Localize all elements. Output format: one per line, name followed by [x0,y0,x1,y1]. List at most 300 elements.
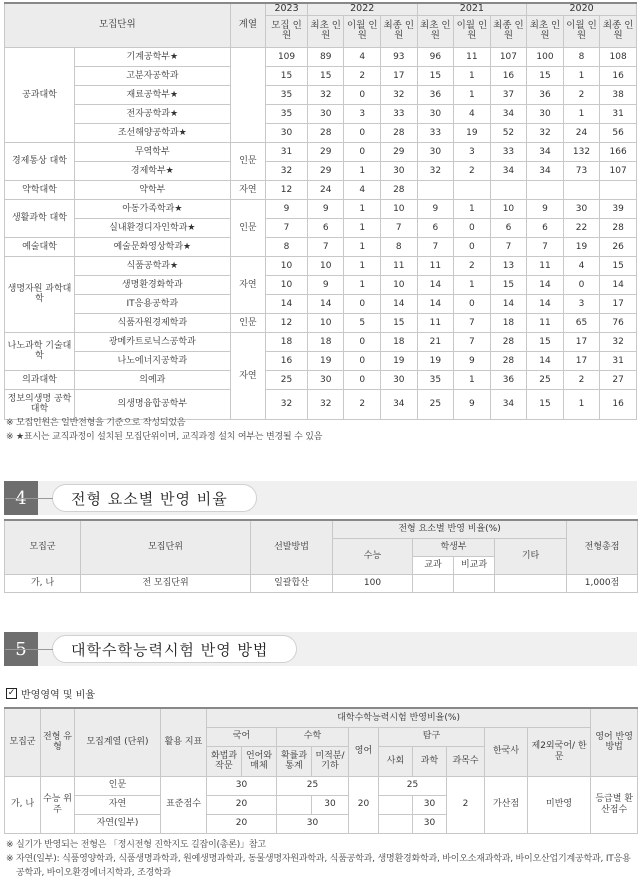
cell-value: 10 [381,199,418,218]
cell-value: 9 [307,199,344,218]
cell-value: 31 [600,351,637,370]
cell-value: 7 [381,218,418,237]
cell-value: 11 [454,47,491,66]
table-row [5,142,637,161]
cell-value: 34 [490,161,527,180]
header-noncourse: 비교과 [454,556,495,574]
cell-value: 15 [381,313,418,332]
table-row [5,313,637,332]
cell-unit: 식품자원경제학과 [74,313,230,332]
cell-suneung: 100 [333,574,413,592]
cell-value: 15 [307,66,344,85]
cell-unit: 광메카트로닉스공학과 [74,332,230,351]
cell-value: 36 [417,85,454,104]
cell-value: 17 [381,66,418,85]
header-etc: 기타 [495,538,567,574]
cell-value: 19 [381,351,418,370]
cell-value: 11 [417,256,454,275]
cell-history: 가산점 [485,776,528,833]
table-row [5,47,637,66]
cell-unit: 전자공학과★ [74,104,230,123]
header-school-record: 학생부 [413,538,495,556]
table-row [5,256,637,275]
header-final: 최종 인원 [381,15,418,47]
cell-unit: 재료공학부★ [74,85,230,104]
cell-value: 32 [266,389,308,419]
table-row [5,123,637,142]
cell-value: 26 [600,237,637,256]
cell-college: 생명자원 과학대학 [5,256,75,332]
cell-value: 8 [563,47,600,66]
cell-total: 1,000점 [567,574,638,592]
header-year-2021: 2021 [417,3,527,15]
cell-value: 34 [381,389,418,419]
cell-value: 52 [490,123,527,142]
cell-value: 22 [563,218,600,237]
cell-value: 96 [417,47,454,66]
cell-value: 1 [344,237,381,256]
cell-value: 33 [381,104,418,123]
cell-type: 수능 위주 [41,776,75,833]
cell-value: 11 [527,256,564,275]
cell-value: 30 [527,104,564,123]
cell-unit: 나노에너지공학과 [74,351,230,370]
suneung-notes [6,838,631,880]
table-row [5,275,637,294]
cell-value: 14 [307,294,344,313]
cell-type: 인문 [230,313,266,332]
cell-value: 37 [490,85,527,104]
cell-value: 39 [600,199,637,218]
header-korean: 국어 [207,727,277,746]
table-row [5,294,637,313]
header-carryover: 이월 인원 [563,15,600,47]
cell-value: 2 [344,66,381,85]
cell-type: 인문 [230,199,266,256]
cell-college: 의과대학 [5,370,75,389]
cell-value: 30 [307,370,344,389]
cell-value: 132 [563,142,600,161]
cell-value: 7 [490,237,527,256]
cell-type [230,47,266,142]
cell-value: 28 [490,332,527,351]
cell-field: 자연(일부) [75,814,161,833]
header-english: 영어 [349,727,379,776]
header-social: 사회 [379,746,413,776]
cell-value: 3 [344,104,381,123]
note-line: ※ 자연(일부): 식품영양학과, 식품생명과학과, 원예생명과학과, 동물생명자원과학과, 식품공학과, 생명환경화학과, 바이오소재과학과, 바이오산업기계공학과, IT응용 [6,854,631,864]
admission-quota-table [4,2,637,420]
section-title: 대학수학능력시험 반영 방법 [52,635,297,663]
table-row [5,389,637,419]
cell-value: 14 [527,351,564,370]
cell-value: 0 [344,332,381,351]
cell-math: 25 [277,776,349,795]
cell-college: 정보의생명 공학대학 [5,389,75,419]
cell-value: 32 [417,161,454,180]
cell-method: 일괄합산 [251,574,333,592]
cell-value: 17 [563,351,600,370]
header-index: 활용 지표 [161,708,207,776]
cell-value: 28 [307,123,344,142]
cell-value: 18 [307,332,344,351]
cell-unit: 생명환경화학과 [74,275,230,294]
cell-value: 89 [307,47,344,66]
cell-value: 7 [454,313,491,332]
note-line: ※ ★표시는 교직과정이 설치된 모집단위이며, 교직과정 설치 여부는 변경될 수 있음 [6,432,323,442]
cell-college: 예술대학 [5,237,75,256]
cell-value: 16 [600,66,637,85]
cell-english-method: 등급별 환산점수 [591,776,638,833]
cell-unit: 조선해양공학과★ [74,123,230,142]
cell-value: 15 [600,256,637,275]
cell-value: 24 [563,123,600,142]
cell-value: 12 [266,180,308,199]
cell-value: 73 [563,161,600,180]
cell-value: 19 [307,351,344,370]
cell-value: 30 [266,123,308,142]
cell-value: 16 [600,389,637,419]
cell-value: 10 [266,275,308,294]
cell-value: 7 [266,218,308,237]
cell-science: 30 [413,795,447,814]
header-k1: 화법과 작문 [207,746,242,776]
cell-value: 35 [417,370,454,389]
table-row [5,332,637,351]
cell-value: 7 [307,237,344,256]
cell-type: 자연 [230,180,266,199]
cell-value: 3 [454,142,491,161]
header-year-2020: 2020 [527,3,637,15]
cell-unit: 의생명융합공학부 [74,389,230,419]
header-final: 최종 인원 [600,15,637,47]
cell-value: 15 [266,66,308,85]
header-year-2023: 2023 [266,3,308,15]
header-field: 모집계열 (단위) [75,708,161,776]
cell-value: 14 [490,294,527,313]
cell-value: 28 [381,180,418,199]
cell-field: 인문 [75,776,161,795]
header-final: 최종 인원 [490,15,527,47]
cell-value: 1 [563,104,600,123]
cell-value: 93 [381,47,418,66]
cell-value: 30 [307,104,344,123]
cell-value: 1 [344,199,381,218]
cell-value: 30 [381,161,418,180]
cell-value: 10 [307,256,344,275]
cell-value: 38 [600,85,637,104]
cell-korean: 30 [207,776,277,795]
cell-college: 나노과학 기술대학 [5,332,75,370]
table-row [5,351,637,370]
cell-foreign: 미반영 [528,776,591,833]
cell-value: 33 [417,123,454,142]
cell-unit: 기계공학부★ [74,47,230,66]
header-ratio: 전형 요소별 반영 비율(%) [333,520,567,538]
cell-value: 11 [417,313,454,332]
header-group: 모집군 [5,520,81,574]
cell-unit: 전 모집단위 [81,574,251,592]
cell-group: 가, 나 [5,776,41,833]
cell-value [490,180,527,199]
header-year-2022: 2022 [307,3,417,15]
cell-value: 1 [454,66,491,85]
header-science: 과학 [413,746,447,776]
cell-value: 14 [417,275,454,294]
cell-value: 1 [454,85,491,104]
cell-value: 30 [381,370,418,389]
subsection-title [6,686,95,701]
cell-value: 7 [417,237,454,256]
cell-value [454,180,491,199]
cell-value: 1 [563,389,600,419]
table-row [5,370,637,389]
cell-value: 1 [344,275,381,294]
cell-value: 6 [417,218,454,237]
cell-value: 107 [600,161,637,180]
cell-value: 109 [266,47,308,66]
cell-value: 33 [490,142,527,161]
cell-unit: 예술문화영상학과★ [74,237,230,256]
cell-value: 19 [563,237,600,256]
cell-value: 32 [307,389,344,419]
selection-ratio-table [4,519,638,593]
cell-value: 1 [454,370,491,389]
cell-value: 12 [266,313,308,332]
cell-value: 32 [381,85,418,104]
cell-value: 9 [454,389,491,419]
cell-value [527,180,564,199]
cell-value: 32 [307,85,344,104]
quota-notes [6,416,322,444]
cell-value: 31 [266,142,308,161]
header-inquiry: 탐구 [379,727,485,746]
cell-math-m1 [277,795,312,814]
cell-value: 0 [344,123,381,142]
cell-value: 28 [381,123,418,142]
cell-value: 10 [490,199,527,218]
cell-value: 24 [307,180,344,199]
header-k2: 언어와 매체 [242,746,277,776]
cell-value: 21 [417,332,454,351]
cell-value: 1 [344,256,381,275]
cell-value: 2 [563,85,600,104]
cell-value: 18 [266,332,308,351]
cell-value: 15 [527,66,564,85]
header-m1: 확률과 통계 [277,746,312,776]
cell-value: 4 [344,180,381,199]
cell-value: 29 [307,142,344,161]
cell-group: 가, 나 [5,574,81,592]
cell-value: 0 [344,370,381,389]
cell-value: 15 [527,332,564,351]
cell-value: 9 [417,199,454,218]
cell-value: 0 [344,351,381,370]
header-total: 전형총점 [567,520,638,574]
cell-unit: 식품공학과★ [74,256,230,275]
cell-value: 14 [600,275,637,294]
cell-value: 28 [490,351,527,370]
cell-unit: 고분자공학과 [74,66,230,85]
cell-value: 3 [563,294,600,313]
header-group: 모집군 [5,708,41,776]
cell-math: 30 [277,814,349,833]
cell-value: 10 [266,256,308,275]
cell-value: 15 [490,275,527,294]
cell-value: 18 [490,313,527,332]
cell-value: 35 [266,104,308,123]
cell-value: 17 [600,294,637,313]
cell-english: 20 [349,776,379,833]
cell-unit: 경제학부★ [74,161,230,180]
cell-value: 0 [454,294,491,313]
checkbox-icon: ✓ [7,688,16,698]
subsection-label: 반영영역 및 비율 [21,690,95,701]
cell-value: 17 [563,332,600,351]
header-history: 한국사 [485,727,528,776]
header-type: 계열 [230,3,266,47]
cell-value: 25 [266,370,308,389]
cell-value: 25 [527,370,564,389]
cell-value: 34 [527,142,564,161]
cell-value: 31 [600,104,637,123]
cell-type: 자연 [230,332,266,419]
cell-value: 18 [381,332,418,351]
suneung-ratio-table [4,707,638,834]
section-title: 전형 요소별 반영 비율 [52,484,257,512]
cell-value: 1 [344,218,381,237]
cell-value: 1 [454,275,491,294]
cell-etc [495,574,567,592]
cell-value: 35 [266,85,308,104]
cell-value: 16 [266,351,308,370]
cell-value: 107 [490,47,527,66]
header-initial: 최초 인원 [417,15,454,47]
cell-value: 166 [600,142,637,161]
cell-value: 30 [417,142,454,161]
cell-value: 29 [307,161,344,180]
header-quota: 모집 인원 [266,15,308,47]
cell-value: 15 [417,66,454,85]
cell-value: 34 [490,389,527,419]
table-row [5,104,637,123]
cell-value: 32 [527,123,564,142]
cell-unit: 실내환경디자인학과★ [74,218,230,237]
cell-value [563,180,600,199]
cell-value: 1 [454,199,491,218]
cell-value: 11 [381,256,418,275]
header-carryover: 이월 인원 [454,15,491,47]
cell-value: 6 [307,218,344,237]
cell-value: 9 [527,199,564,218]
cell-value: 28 [600,218,637,237]
cell-math: 30 [312,795,349,814]
cell-value: 0 [563,275,600,294]
cell-value: 19 [454,123,491,142]
cell-college: 생활과학 대학 [5,199,75,237]
cell-value: 2 [563,370,600,389]
header-ratio: 대학수학능력시험 반영비율(%) [207,708,591,727]
table-row [5,237,637,256]
cell-value: 56 [600,123,637,142]
cell-value [417,180,454,199]
cell-science: 30 [413,814,447,833]
note-line: ※ 실기가 반영되는 전형은 「정시전형 진학지도 길잡이(총론)」참고 [6,840,266,850]
cell-social: 25 [379,776,447,795]
cell-value: 65 [563,313,600,332]
cell-value: 11 [527,313,564,332]
note-line: 공학과, 바이오환경에너지학과, 조경학과 [16,868,172,878]
header-m2: 미적분/ 기하 [312,746,349,776]
cell-value: 19 [417,351,454,370]
cell-value: 9 [266,199,308,218]
cell-value: 2 [344,389,381,419]
cell-value: 4 [344,47,381,66]
cell-value: 16 [490,66,527,85]
table-row [5,180,637,199]
cell-college: 경제통상 대학 [5,142,75,180]
cell-value: 0 [454,218,491,237]
cell-value: 14 [266,294,308,313]
cell-unit: 무역학부 [74,142,230,161]
cell-value: 8 [266,237,308,256]
cell-value: 34 [527,161,564,180]
header-initial: 최초 인원 [307,15,344,47]
cell-value [600,180,637,199]
cell-value: 29 [381,142,418,161]
cell-value: 0 [344,142,381,161]
cell-value: 9 [307,275,344,294]
cell-korean: 20 [207,814,277,833]
header-unit: 모집단위 [5,3,231,47]
header-type: 전형 유형 [41,708,75,776]
header-math: 수학 [277,727,349,746]
cell-value: 6 [527,218,564,237]
cell-value: 0 [344,85,381,104]
cell-value: 14 [417,294,454,313]
cell-value: 10 [381,275,418,294]
cell-value: 0 [454,237,491,256]
cell-value: 34 [490,104,527,123]
table-row [5,199,637,218]
cell-value: 32 [600,332,637,351]
header-carryover: 이월 인원 [344,15,381,47]
cell-college: 공과대학 [5,47,75,142]
cell-college: 약학대학 [5,180,75,199]
cell-value: 8 [381,237,418,256]
table-row [5,66,637,85]
cell-value: 4 [563,256,600,275]
cell-value: 1 [344,161,381,180]
cell-course [413,574,454,592]
cell-social [379,795,413,814]
cell-index: 표준점수 [161,776,207,833]
cell-value: 27 [600,370,637,389]
cell-value: 9 [454,351,491,370]
cell-value: 76 [600,313,637,332]
table-row [5,161,637,180]
cell-unit: 아동가족학과★ [74,199,230,218]
cell-value: 14 [381,294,418,313]
header-unit: 모집단위 [81,520,251,574]
cell-value: 36 [527,85,564,104]
cell-type: 자연 [230,256,266,313]
cell-unit: IT응용공학과 [74,294,230,313]
cell-value: 100 [527,47,564,66]
header-suneung: 수능 [333,538,413,574]
cell-value: 14 [527,294,564,313]
header-course: 교과 [413,556,454,574]
